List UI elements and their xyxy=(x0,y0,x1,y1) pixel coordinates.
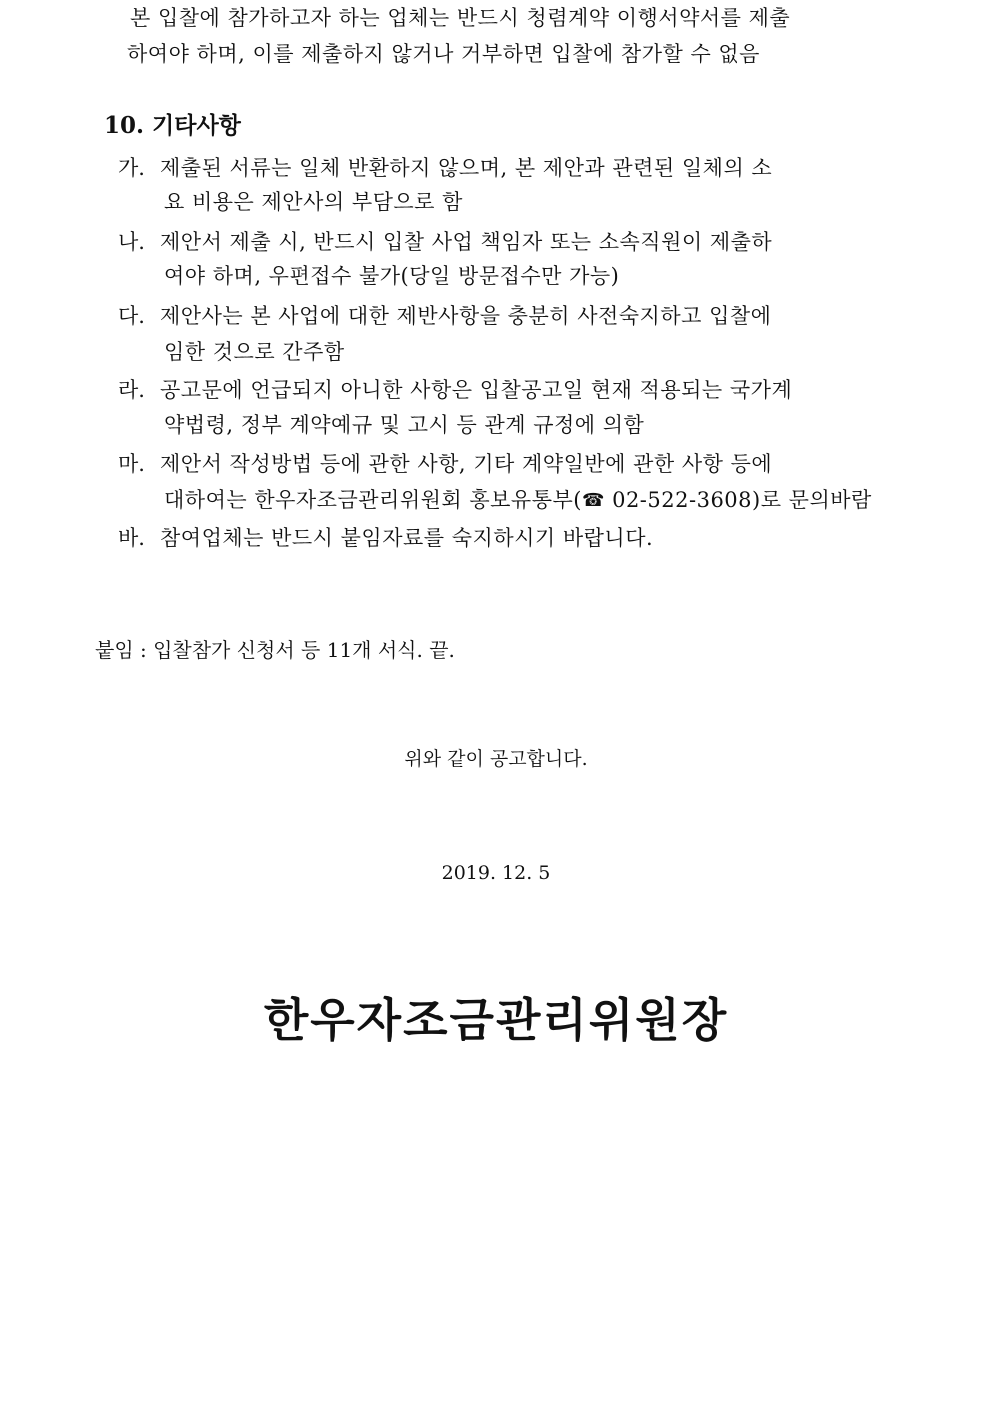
item-ma-line-2 xyxy=(164,487,872,514)
item-ma-line-2-prefix: 대하여는 한우자조금관리위원회 홍보유통부( xyxy=(164,488,582,512)
closing-statement: 위와 같이 공고합니다. xyxy=(404,748,588,770)
item-ra-line-2: 약법령, 정부 계약예규 및 고시 등 관계 규정에 의함 xyxy=(164,413,645,437)
item-ma-phone-number: 02-522-3608 xyxy=(604,488,753,512)
item-ma-line-2-suffix: )로 문의바람 xyxy=(752,488,872,512)
item-marker-na: 나. xyxy=(118,230,145,254)
announcement-date: 2019. 12. 5 xyxy=(441,862,551,884)
attachment-note: 붙임 : 입찰참가 신청서 등 11개 서식. 끝. xyxy=(95,638,455,662)
item-na-line-2: 여야 하며, 우편접수 불가(당일 방문접수만 가능) xyxy=(164,264,620,288)
intro-text-2: 하여야 하며, 이를 제출하지 않거나 거부하면 입찰에 참가할 수 없음 xyxy=(127,42,760,66)
item-marker-ba: 바. xyxy=(118,526,145,550)
item-ra-line-1: 공고문에 언급되지 아니한 사항은 입찰공고일 현재 적용되는 국가계 xyxy=(160,378,793,402)
item-marker-da: 다. xyxy=(118,304,145,328)
item-marker-ga: 가. xyxy=(118,156,145,180)
item-ga-line-2: 요 비용은 제안사의 부담으로 함 xyxy=(164,190,463,214)
issuer-signature: 한우자조금관리위원장 xyxy=(263,993,729,1047)
item-ga-line-1: 제출된 서류는 일체 반환하지 않으며, 본 제안과 관련된 일체의 소 xyxy=(160,156,773,180)
item-marker-ra: 라. xyxy=(118,378,145,402)
intro-text-1: 본 입찰에 참가하고자 하는 업체는 반드시 청렴계약 이행서약서를 제출 xyxy=(130,6,791,30)
item-ba-line-1: 참여업체는 반드시 붙임자료를 숙지하시기 바랍니다. xyxy=(160,526,654,550)
item-ma-line-1: 제안서 작성방법 등에 관한 사항, 기타 계약일반에 관한 사항 등에 xyxy=(160,452,773,476)
section-heading: 10. 기타사항 xyxy=(104,112,241,139)
item-na-line-1: 제안서 제출 시, 반드시 입찰 사업 책임자 또는 소속직원이 제출하 xyxy=(160,230,773,254)
item-da-line-1: 제안사는 본 사업에 대한 제반사항을 충분히 사전숙지하고 입찰에 xyxy=(160,304,772,328)
telephone-icon: ☎ xyxy=(581,490,605,511)
intro-line-1 xyxy=(130,5,896,31)
item-da-line-2: 임한 것으로 간주함 xyxy=(164,340,345,364)
intro-line-2 xyxy=(127,41,760,67)
item-marker-ma: 마. xyxy=(118,452,145,476)
